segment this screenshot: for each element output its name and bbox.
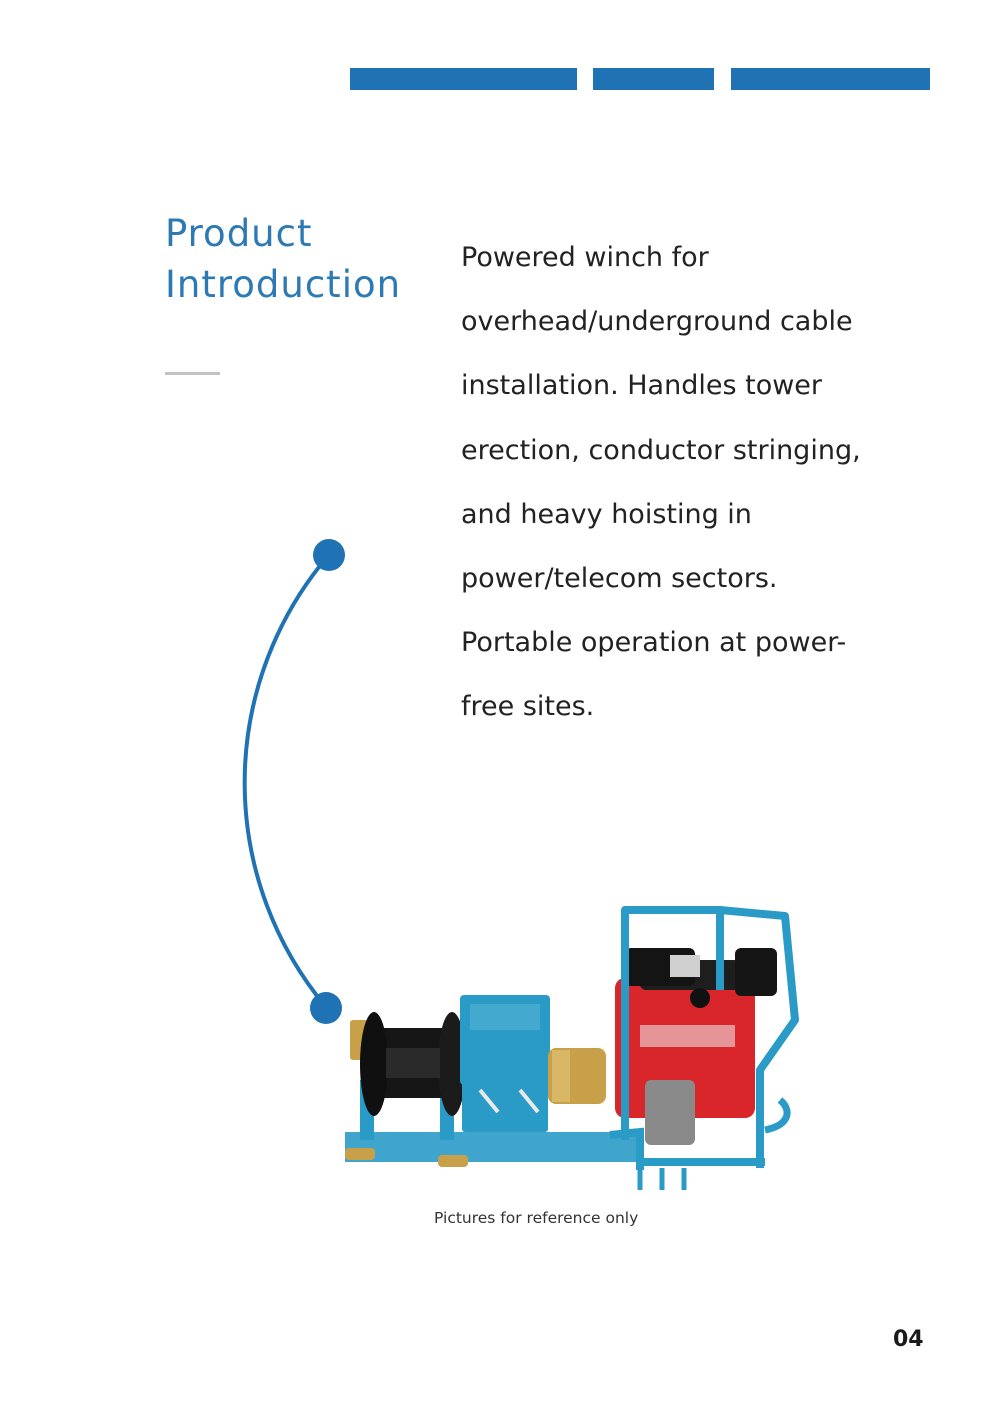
- winch-machine-image: [340, 900, 820, 1200]
- intro-line: Powered winch for: [461, 242, 709, 273]
- intro-line: erection, conductor stringing,: [461, 434, 861, 466]
- intro-line: free sites.: [461, 691, 595, 723]
- section-title-line-1: Product: [165, 212, 313, 255]
- arc-dot-bottom-icon: [310, 992, 342, 1024]
- page-number: 04: [893, 1327, 924, 1352]
- image-caption: Pictures for reference only: [434, 1209, 639, 1227]
- intro-line: installation. Handles tower: [461, 370, 823, 402]
- arc-dot-top-icon: [313, 539, 345, 571]
- intro-line: Portable operation at power-: [461, 627, 847, 659]
- intro-line: overhead/underground cable: [461, 306, 853, 338]
- arc-line: [245, 556, 328, 1007]
- section-title-line-2: Introduction: [165, 263, 402, 306]
- intro-line: and heavy hoisting in: [461, 498, 752, 530]
- intro-line: power/telecom sectors.: [461, 563, 778, 595]
